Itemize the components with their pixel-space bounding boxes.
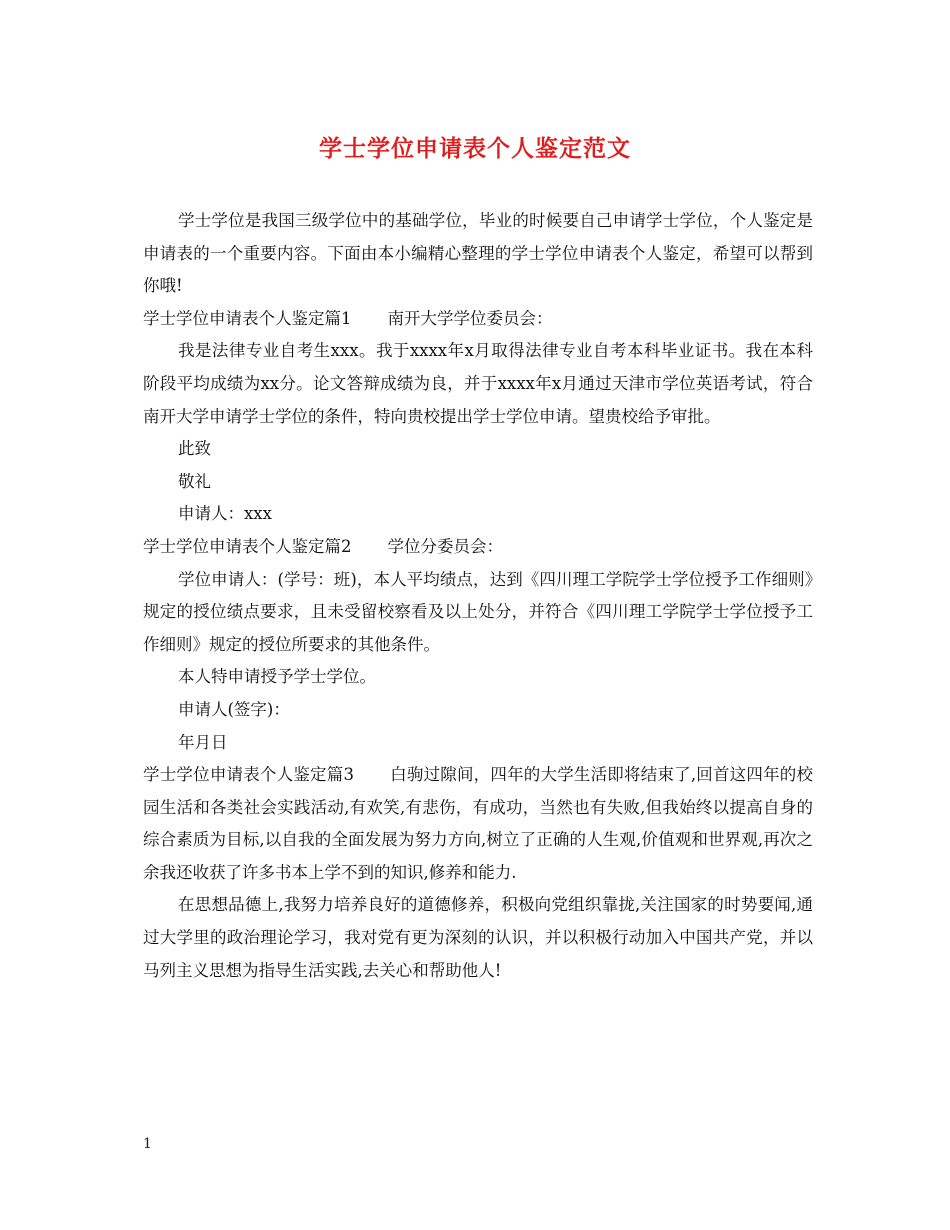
section2-request: 本人特申请授予学士学位。: [178, 667, 376, 687]
section2-heading: 学士学位申请表个人鉴定篇2: [143, 536, 352, 556]
section1-heading-line: [143, 303, 813, 336]
section2-body: 学位申请人：(学号：班)，本人平均绩点，达到《四川理工学院学士学位授予工作细则》规定的授位绩点要求，且未受留校察看及以上处分，并符合《四川理工学院学士学位授予工作细则》规定的授位所要求的其他条件。: [143, 569, 813, 654]
section1-closing1: 此致: [178, 439, 211, 459]
section2-addressee: 学位分委员会：: [387, 536, 503, 556]
page-number: 1: [143, 1136, 152, 1152]
section1-applicant: 申请人：xxx: [178, 504, 272, 524]
section3-first-paragraph: [143, 759, 813, 889]
intro-paragraph: 学士学位是我国三级学位中的基础学位，毕业的时候要自己申请学士学位，个人鉴定是申请表的一个重要内容。下面由本小编精心整理的学士学位申请表个人鉴定，希望可以帮到你哦!: [143, 211, 813, 296]
section3-body: 白驹过隙间，四年的大学生活即将结束了,回首这四年的校园生活和各类社会实践活动,有欢笑,有悲伤，有成功，当然也有失败,但我始终以提高自身的综合素质为目标,以自我的全面发展为努力方向,树立了正确的人生观,价值观和世界观,再次之余我还收获了许多书本上学不到的知识,修养和能力.: [143, 765, 814, 882]
document-body: [143, 205, 813, 987]
section2-heading-line: [143, 531, 813, 564]
section1-closing2: 敬礼: [178, 471, 211, 491]
section3-heading: 学士学位申请表个人鉴定篇3: [143, 765, 354, 785]
section2-date: 年月日: [178, 732, 228, 752]
section1-heading: 学士学位申请表个人鉴定篇1: [143, 308, 352, 328]
document-title: 学士学位申请表个人鉴定范文: [319, 135, 631, 162]
section1-body: 我是法律专业自考生xxx。我于xxxx年x月取得法律专业自考本科毕业证书。我在本科阶段平均成绩为xx分。论文答辩成绩为良，并于xxxx年x月通过天津市学位英语考试，符合南开大学申请学士学位的条件，特向贵校提出学士学位申请。望贵校给予审批。: [143, 341, 813, 426]
section1-addressee: 南开大学学位委员会：: [387, 308, 553, 328]
section3-body2: 在思想品德上,我努力培养良好的道德修养，积极向党组织靠拢,关注国家的时势要闻,通过大学里的政治理论学习，我对党有更为深刻的认识，并以积极行动加入中国共产党，并以马列主义思想为指导生活实践,去关心和帮助他人!: [143, 895, 813, 980]
section2-signature: 申请人(签字)：: [178, 699, 290, 719]
